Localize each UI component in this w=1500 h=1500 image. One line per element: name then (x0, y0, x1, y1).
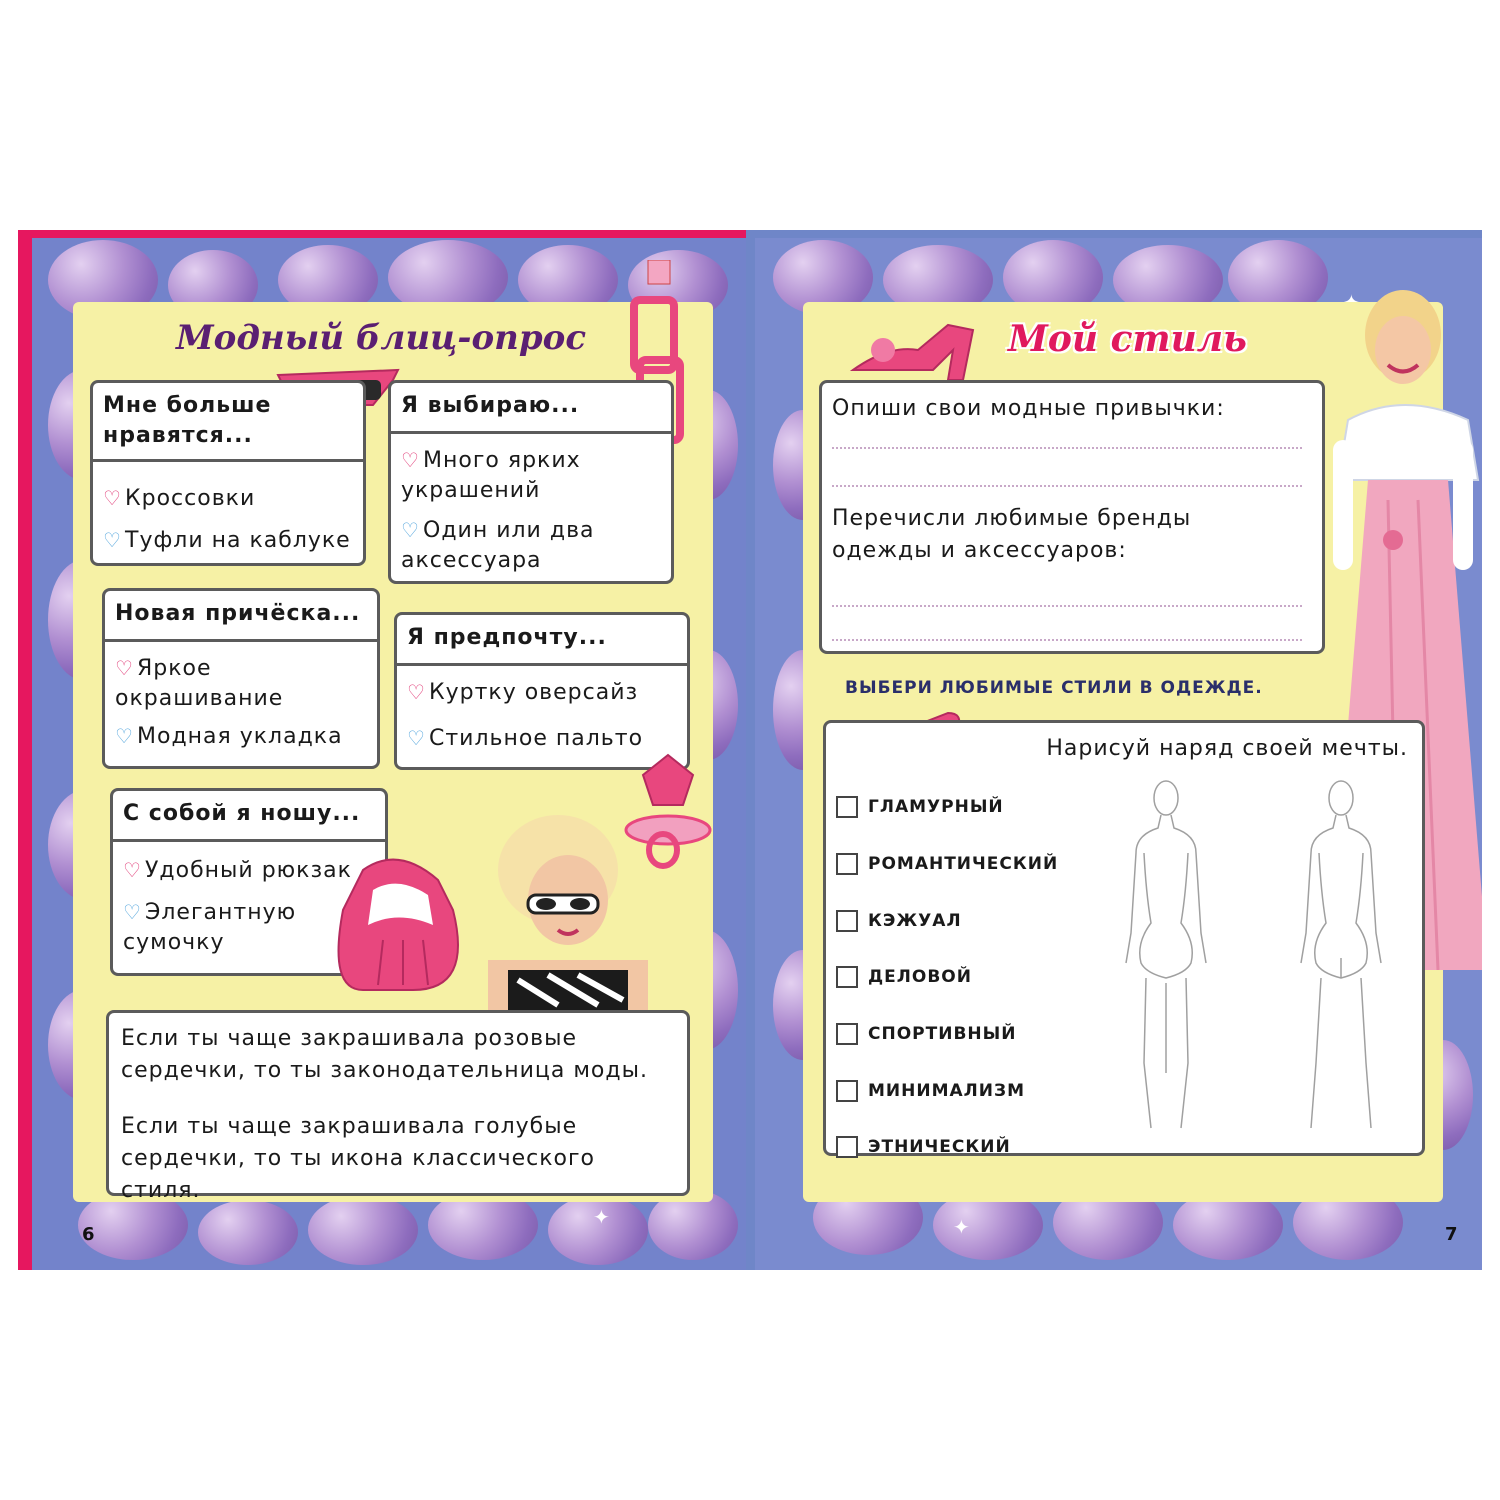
style-checkbox[interactable]: СПОРТИВНЫЙ (836, 1022, 1016, 1046)
answer-line[interactable] (832, 485, 1302, 487)
heart-outline-icon[interactable]: ♡ (103, 528, 122, 552)
prompt-habits: Опиши свои модные привычки: (832, 396, 1225, 421)
quiz-option[interactable]: ♡ Один или два аксессуара (401, 515, 631, 576)
high-heel-shoe-icon (848, 315, 988, 385)
book-spread (18, 230, 1482, 1270)
checkbox-icon[interactable] (836, 1023, 858, 1045)
page-title: Мой стиль (1008, 318, 1247, 360)
writing-prompts-box (819, 380, 1325, 654)
quiz-box (102, 588, 380, 769)
left-page (18, 230, 748, 1270)
quiz-box-heading: С собой я ношу... (113, 791, 385, 842)
quiz-option[interactable]: ♡ Много ярких украшений (401, 445, 631, 506)
style-checkbox[interactable]: МИНИМАЛИЗМ (836, 1079, 1025, 1103)
style-checkbox[interactable]: ЭТНИЧЕСКИЙ (836, 1135, 1011, 1159)
quiz-box-heading: Я предпочту... (397, 615, 687, 666)
glitter-heart (198, 1200, 298, 1265)
quiz-option[interactable]: ♡ Куртку оверсайз (407, 677, 638, 708)
result-paragraph: Если ты чаще закрашивала розовые сердечки, то ты законодательница моды. (121, 1026, 648, 1083)
page-number: 6 (82, 1224, 95, 1245)
styles-drawing-box (823, 720, 1425, 1156)
style-checkbox[interactable]: РОМАНТИЧЕСКИЙ (836, 852, 1058, 876)
heart-outline-icon[interactable]: ♡ (115, 724, 134, 748)
result-box (106, 1010, 690, 1203)
checkbox-icon[interactable] (836, 796, 858, 818)
quiz-box (90, 380, 366, 566)
sparkle-icon: ✦ (953, 1215, 970, 1239)
checkbox-icon[interactable] (836, 1136, 858, 1158)
checkbox-icon[interactable] (836, 1080, 858, 1102)
quiz-option[interactable]: ♡ Модная укладка (115, 721, 343, 752)
draw-prompt: Нарисуй наряд своей мечты. (1046, 736, 1408, 761)
quiz-option[interactable]: ♡ Элегантную сумочку (123, 897, 313, 958)
answer-line[interactable] (832, 605, 1302, 607)
checkbox-icon[interactable] (836, 910, 858, 932)
style-checkbox[interactable]: КЭЖУАЛ (836, 909, 962, 933)
right-page (753, 230, 1482, 1270)
quiz-option[interactable]: ♡ Удобный рюкзак (123, 855, 352, 886)
quiz-box-heading: Я выбираю... (391, 383, 671, 434)
heart-outline-icon[interactable]: ♡ (401, 448, 420, 472)
style-checkbox[interactable]: ДЕЛОВОЙ (836, 965, 972, 989)
handbag-icon (323, 850, 473, 1000)
answer-line[interactable] (832, 639, 1302, 641)
answer-line[interactable] (832, 447, 1302, 449)
fashion-girl-illustration (458, 810, 668, 1010)
quiz-box-heading: Новая причёска... (105, 591, 377, 642)
quiz-option[interactable]: ♡ Туфли на каблуке (103, 525, 351, 556)
fashion-figure-template[interactable] (1096, 773, 1396, 1143)
style-checkbox[interactable]: ГЛАМУРНЫЙ (836, 795, 1004, 819)
heart-outline-icon[interactable]: ♡ (401, 518, 420, 542)
sparkle-icon: ✦ (593, 1205, 610, 1229)
checkbox-icon[interactable] (836, 853, 858, 875)
prompt-brands: Перечисли любимые бренды одежды и аксессуаров: (832, 506, 1192, 563)
heart-outline-icon[interactable]: ♡ (123, 900, 142, 924)
heart-outline-icon[interactable]: ♡ (123, 858, 142, 882)
heart-outline-icon[interactable]: ♡ (115, 656, 134, 680)
result-paragraph: Если ты чаще закрашивала голубые сердечки, то ты икона классического стиля. (121, 1114, 595, 1203)
quiz-option[interactable]: ♡ Стильное пальто (407, 723, 643, 754)
heart-outline-icon[interactable]: ♡ (407, 726, 426, 750)
quiz-option[interactable]: ♡ Кроссовки (103, 483, 255, 514)
heart-outline-icon[interactable]: ♡ (103, 486, 122, 510)
page-title: Модный блиц-опрос (176, 318, 587, 358)
quiz-box-heading: Мне больше нравятся... (93, 383, 363, 462)
page-number: 7 (1445, 1224, 1458, 1245)
book-spine (746, 230, 755, 1270)
heart-outline-icon[interactable]: ♡ (407, 680, 426, 704)
quiz-box (394, 612, 690, 770)
styles-heading: ВЫБЕРИ ЛЮБИМЫЕ СТИЛИ В ОДЕЖДЕ. (845, 678, 1263, 698)
checkbox-icon[interactable] (836, 966, 858, 988)
quiz-option[interactable]: ♡ Яркое окрашивание (115, 653, 335, 714)
quiz-box (388, 380, 674, 584)
